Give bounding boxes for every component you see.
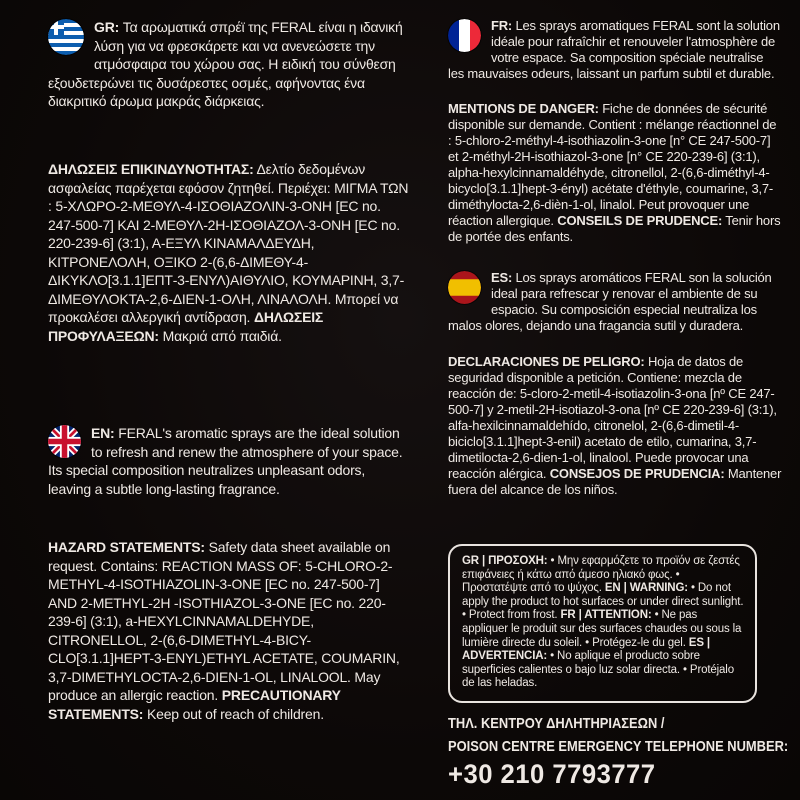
gr-intro-section bbox=[48, 18, 410, 111]
fr-precaution-body: Tenir hors de portée des enfants. bbox=[448, 213, 781, 244]
gr-lang-label: GR: bbox=[94, 19, 120, 35]
poison-centre-phone: +30 210 7793777 bbox=[448, 759, 656, 789]
fr-hazard-paragraph bbox=[448, 101, 782, 245]
gr-intro-text: Τα αρωματικά σπρέϊ της FERAL είναι η ιδανική λύση για να φρεσκάρετε και να ανενεώσετε την ατμόσφαιρα του χώρου σας. Η ειδική του σύνθεση εξουδετερώνει τις δυσάρεστες οσμές, αφήνοντας ένα διακριτικό άρωμα μακράς διάρκειας. bbox=[48, 19, 403, 109]
en-precaution-heading: PRECAUTIONARY STATEMENTS: bbox=[48, 687, 341, 722]
poison-centre-line-en: POISON CENTRE EMERGENCY TELEPHONE NUMBER: bbox=[448, 738, 789, 755]
warning-en-label: EN | WARNING: bbox=[604, 582, 688, 595]
en-lang-label: EN: bbox=[91, 425, 115, 441]
gr-hazard-paragraph bbox=[48, 160, 410, 345]
es-hazard-paragraph bbox=[448, 354, 782, 498]
es-lang-label: ES: bbox=[491, 270, 513, 285]
greece-flag-icon bbox=[48, 19, 84, 55]
warning-fr-text: • Ne pas appliquer le produit sur des surfaces chaudes ou sous la lumière directe du soleil. • Protégez-le du gel. bbox=[462, 609, 742, 649]
gr-hazard-section bbox=[48, 160, 410, 345]
fr-intro-section bbox=[448, 18, 782, 82]
fr-hazard-heading: MENTIONS DE DANGER: bbox=[448, 101, 599, 116]
es-intro-section bbox=[448, 270, 782, 334]
warning-box-paragraph bbox=[462, 555, 745, 691]
gr-intro-paragraph bbox=[48, 18, 410, 111]
poison-centre-line-gr: ΤΗΛ. ΚΕΝΤΡΟΥ ΔΗΛΗΤΗΡΙΑΣΕΩΝ / bbox=[448, 715, 665, 732]
warning-gr-text: • Μην εφαρμόζετε το προϊόν σε ζεστές επιφάνειες ή κάτω από άμεσο ηλιακό φως. • Προστατέψτε από το ψύχος. bbox=[462, 555, 740, 595]
fr-intro-text: Les sprays aromatiques FERAL sont la solution idéale pour rafraîchir et renouveler l'atmosphère de votre espace. Sa composition spéciale neutralise les mauvaises odeurs, laissant un parfum subtil et durable. bbox=[448, 18, 780, 81]
gr-hazard-body: Δελτίο δεδομένων ασφαλείας παρέχεται εφόσον ζητηθεί. Περιέχει: ΜΙΓΜΑ ΤΩΝ : 5-ΧΛΩΡΟ-2-ΜΕΘΥΛ-4-ΙΣΟΘΙΑΖΟΛΙΝ-3-ΟΝΗ [EC no. 247-500-7] ΚΑΙ 2-ΜΕΘΥΛ-2Η-ΙΣΟΘΙΑΖΟΛ-3-ΟΝΗ [EC no. 220-239-6] (3:1), Α-ΕΞΥΛ ΚΙΝΑΜΑΛΔΕΥΔΗ, ΚΙΤΡΟΝΕΛΟΛΗ, ΟΞΙΚΟ 2-(6,6-ΔΙΜΕΘΥ-4-ΔΙΚΥΚΛΟ[3.1.1]ΕΠΤ-3-ΕΝΥΛ)ΑΙΘΥΛΙΟ, ΚΟΥΜΑΡΙΝΗ, 3,7-ΔΙΜΕΘΥΛΟΚΤΑ-2,6-ΔΙΕΝ-1-ΟΛΗ, ΛΙΝΑΛΟΛΗ. Μπορεί να προκαλέσει αλλεργική αντίδραση. bbox=[48, 161, 409, 325]
france-flag-icon bbox=[448, 19, 481, 52]
en-intro-paragraph bbox=[48, 424, 410, 498]
en-hazard-heading: HAZARD STATEMENTS: bbox=[48, 539, 205, 555]
gr-precaution-heading: ΔΗΛΩΣΕΙΣ ΠΡΟΦΥΛΑΞΕΩΝ: bbox=[48, 309, 324, 344]
es-hazard-heading: DECLARACIONES DE PELIGRO: bbox=[448, 354, 645, 369]
en-hazard-section bbox=[48, 538, 410, 723]
spain-flag-icon bbox=[448, 271, 481, 304]
poison-centre-section bbox=[448, 712, 788, 790]
es-hazard-body: Hoja de datos de seguridad disponible a petición. Contiene: mezcla de reacción de: 5-cloro-2-metil-4-isotiazolin-3-ona [nº CE 247-500-7] y 2-metil-2H-isotiazol-3-ona [nº CE 220-239-6] (3:1), alfa-hexilcinnamaldehído, citronelol, 2-(6,6-dimetil-4-biciclo[3.1.1]hept-3-enil) acetato de etilo, cumarina, 3,7-dimetilocta-2,6-dien-1-ol, linalool. Puede provocar una reacción alérgica. bbox=[448, 354, 777, 481]
fr-hazard-body: Fiche de données de sécurité disponible sur demande. Contient : mélange réactionnel de : 5-chloro-2-méthyl-4-isothiazolin-3-one [n° CE 247-500-7] et 2-méthyl-2H-isothiazol-3-one [n° CE 220-239-6] (3:1), alpha-hexylcinnamaldéhyde, citronellol, 2-(6,6-diméthyl-4-bicyclo[3.1.1]hept-3-ényl) acétate d'éthyle, coumarine, 3,7-diméthylocta-2,6-dièn-1-ol, linalol. Peut provoquer une réaction allergique. bbox=[448, 101, 777, 228]
en-intro-section bbox=[48, 424, 410, 498]
es-hazard-section bbox=[448, 354, 782, 498]
warning-es-label: ES | ADVERTENCIA: bbox=[462, 636, 710, 663]
fr-hazard-section bbox=[448, 101, 782, 245]
warning-fr-label: FR | ATTENTION: bbox=[560, 609, 652, 622]
uk-flag-icon bbox=[48, 425, 81, 458]
en-hazard-body: Safety data sheet available on request. Contains: REACTION MASS OF: 5-CHLORO-2-METHYL-4-ISOTHIAZOLIN-3-ONE [EC no. 247-500-7] AND 2-METHYL-2H -ISOTHIAZOL-3-ONE [EC no. 220-239-6] (3:1), a-HEXYLCINNAMALDEHYDE, CITRONELLOL, 2-(6,6-DIMETHYL-4-BICY-CLO[3.1.1]HEPT-3-ENYL)ETHYL ACETATE, COUMARIN, 3,7-DIMETHYLOCTA-2,6-DIEN-1-OL, LINALOOL. May produce an allergic reaction. bbox=[48, 539, 400, 703]
warning-box bbox=[448, 544, 757, 703]
es-precaution-body: Mantener fuera del alcance de los niños. bbox=[448, 466, 782, 497]
en-intro-text: FERAL's aromatic sprays are the ideal solution to refresh and renew the atmosphere of your space. Its special composition neutralizes unpleasant odors, leaving a subtle long-lasting fragrance. bbox=[48, 425, 403, 497]
es-precaution-heading: CONSEJOS DE PRUDENCIA: bbox=[549, 466, 725, 481]
fr-lang-label: FR: bbox=[491, 18, 513, 33]
en-hazard-paragraph bbox=[48, 538, 410, 723]
gr-precaution-body: Μακριά από παιδιά. bbox=[162, 327, 282, 344]
warning-gr-label: GR | ΠΡΟΣΟΧΗ: bbox=[462, 555, 548, 567]
fr-precaution-heading: CONSEILS DE PRUDENCE: bbox=[557, 213, 723, 228]
fr-intro-paragraph bbox=[448, 18, 782, 82]
es-intro-text: Los sprays aromáticos FERAL son la solución ideal para refrescar y renovar el ambiente de su espacio. Su composición especial neutraliza los malos olores, dejando una fragancia sutil y duradera. bbox=[448, 270, 772, 333]
warning-en-text: • Do not apply the product to hot surfaces or under direct sunlight. • Protect from frost. bbox=[462, 582, 744, 622]
en-precaution-body: Keep out of reach of children. bbox=[146, 705, 324, 722]
warning-es-text: • No aplique el producto sobre superficies calientes o bajo luz solar directa. • Protéjalo de las heladas. bbox=[462, 650, 734, 690]
gr-hazard-heading: ΔΗΛΩΣΕΙΣ ΕΠΙΚΙΝΔΥΝΟΤΗΤΑΣ: bbox=[48, 161, 254, 177]
es-intro-paragraph bbox=[448, 270, 782, 334]
